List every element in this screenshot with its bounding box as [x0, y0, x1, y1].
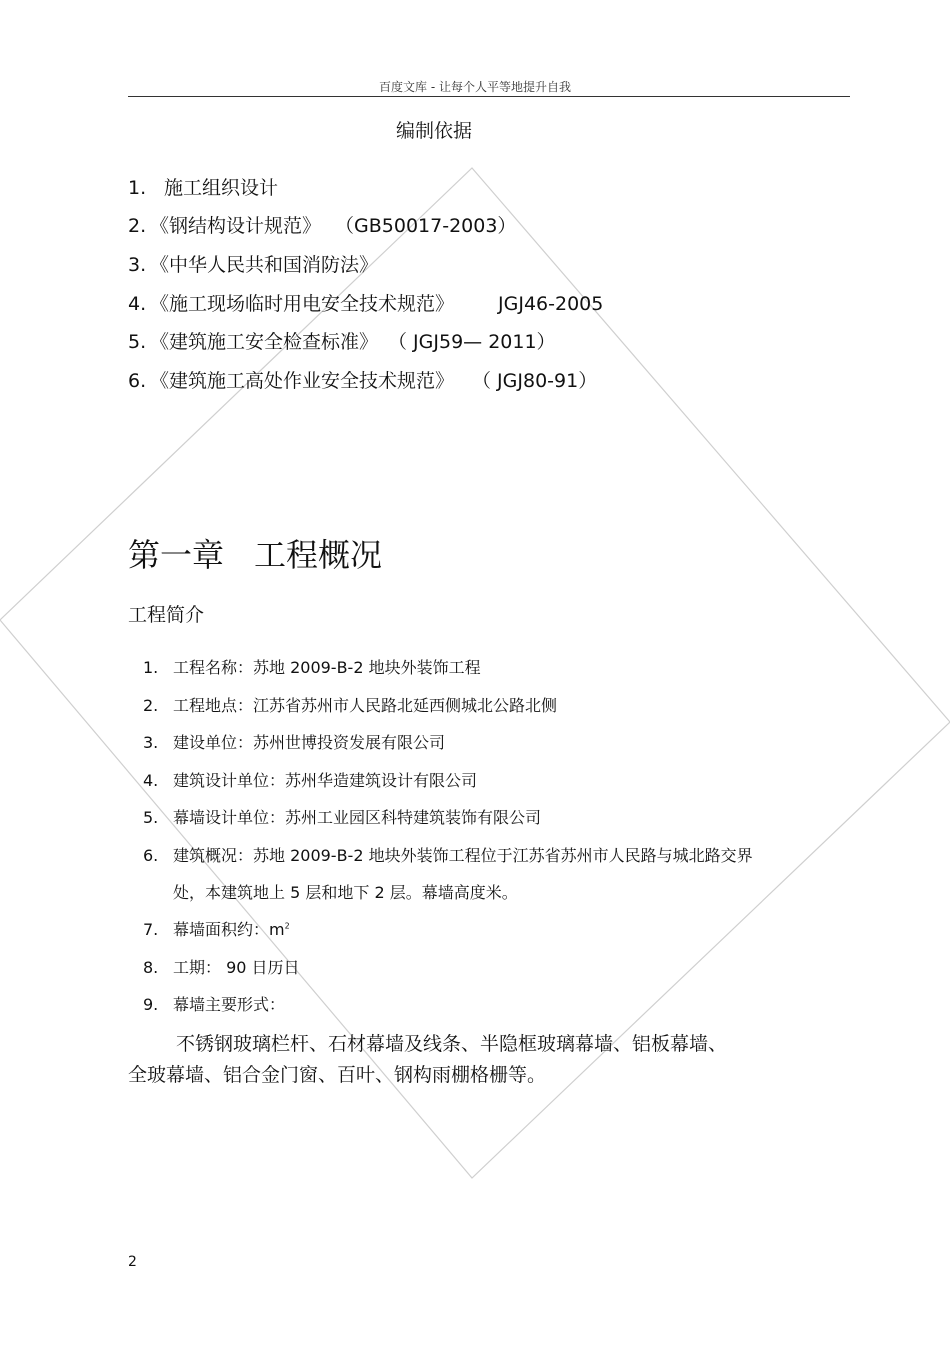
basis-item-number: 1.: [128, 177, 147, 199]
info-item-number: 1.: [143, 658, 159, 677]
curtain-wall-forms-line2: 全玻幕墙、铝合金门窗、百叶、钢构雨棚格栅等。: [128, 1064, 547, 1086]
info-item-text: 幕墙主要形式：: [173, 995, 286, 1014]
basis-item: [128, 289, 603, 316]
section-title: 工程简介: [128, 604, 205, 626]
basis-item-text: 施工组织设计: [164, 177, 279, 199]
info-item-text: 建筑概况：苏地 2009-B-2 地块外装饰工程位于江苏省苏州市人民路与城北路交界: [173, 846, 753, 865]
basis-item-text: 《建筑施工安全检查标准》: [150, 331, 379, 353]
info-item-text: 建设单位：苏州世博投资发展有限公司: [173, 733, 446, 752]
header-divider: [128, 96, 850, 97]
info-item: [143, 955, 300, 978]
basis-item: [128, 173, 278, 200]
info-item: [143, 917, 290, 940]
basis-item-code: （GB50017-2003）: [335, 215, 517, 237]
info-item-text: 幕墙面积约：m: [173, 920, 285, 939]
curtain-wall-forms-line1: 不锈钢玻璃栏杆、石材幕墙及线条、半隐框玻璃幕墙、铝板幕墙、: [176, 1033, 728, 1055]
basis-item-text: 《施工现场临时用电安全技术规范》: [150, 293, 455, 315]
basis-item: [128, 250, 378, 277]
basis-item-number: 6.: [128, 370, 147, 392]
basis-item-text: 《中华人民共和国消防法》: [150, 254, 379, 276]
info-item: [143, 992, 285, 1015]
info-item-text: 建筑设计单位：苏州华造建筑设计有限公司: [173, 771, 478, 790]
info-item: [143, 693, 557, 716]
info-item-number: 6.: [143, 846, 159, 865]
basis-item: [128, 211, 516, 238]
info-item-text: 工程地点：江苏省苏州市人民路北延西侧城北公路北侧: [173, 696, 558, 715]
superscript: 2: [284, 921, 290, 931]
info-item-text: 幕墙设计单位：苏州工业园区科特建筑装饰有限公司: [173, 808, 542, 827]
basis-item-number: 4.: [128, 293, 147, 315]
info-item-number: 7.: [143, 920, 159, 939]
basis-item-code: JGJ46-2005: [498, 293, 604, 315]
page-header: 百度文库 - 让每个人平等地提升自我: [379, 80, 571, 94]
chapter-title: 工程概况: [254, 536, 383, 574]
info-item-number: 3.: [143, 733, 159, 752]
basis-title: 编制依据: [395, 120, 472, 142]
info-item-number: 8.: [143, 958, 159, 977]
basis-item: [128, 327, 556, 354]
chapter-number: 第一章: [128, 536, 225, 574]
info-item-number: 9.: [143, 995, 159, 1014]
info-item-number: 4.: [143, 771, 159, 790]
info-item-number: 2.: [143, 696, 159, 715]
basis-item-text: 《建筑施工高处作业安全技术规范》: [150, 370, 455, 392]
basis-item-code: （ JGJ80-91）: [472, 370, 598, 392]
basis-item-text: 《钢结构设计规范》: [150, 215, 322, 237]
basis-item: [128, 366, 597, 393]
basis-item-number: 5.: [128, 331, 147, 353]
info-item: [143, 805, 541, 828]
info-item: [143, 768, 477, 791]
basis-item-code: （ JGJ59— 2011）: [388, 331, 556, 353]
basis-item-number: 2.: [128, 215, 147, 237]
info-item-number: 5.: [143, 808, 159, 827]
info-item: [143, 843, 753, 866]
info-item-text: 工期： 90 日历日: [173, 958, 300, 977]
info-item: [143, 730, 445, 753]
info-item-continuation: 处，本建筑地上 5 层和地下 2 层。幕墙高度米。: [173, 883, 518, 902]
page-number: 2: [128, 1254, 137, 1270]
chapter-heading: [128, 530, 382, 576]
info-item-text: 工程名称：苏地 2009-B-2 地块外装饰工程: [173, 658, 481, 677]
basis-item-number: 3.: [128, 254, 147, 276]
info-item: [143, 655, 481, 678]
